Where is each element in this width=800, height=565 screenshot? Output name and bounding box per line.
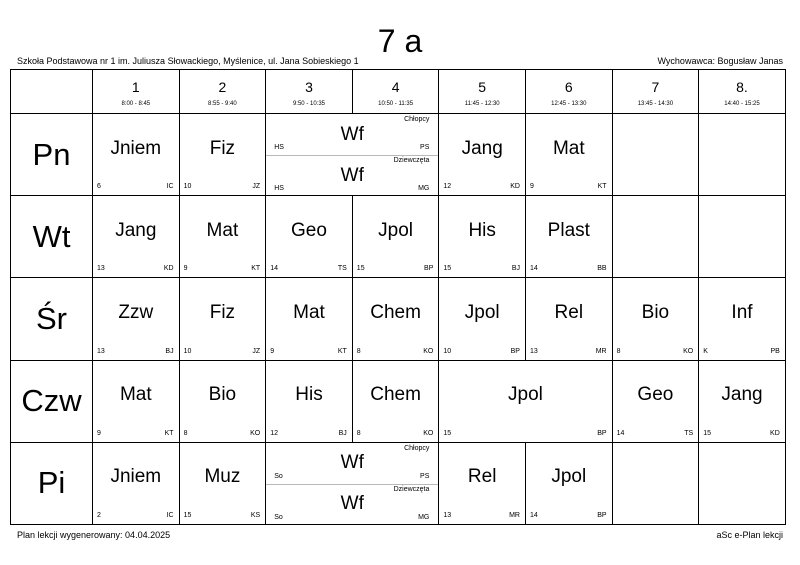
lesson-room: 15 — [356, 265, 365, 273]
group-lesson — [266, 155, 438, 196]
lesson-room: 8 — [356, 347, 361, 355]
lesson-subject: Jang — [461, 137, 503, 159]
empty-cell — [613, 196, 700, 278]
lesson-room: 9 — [183, 265, 188, 273]
lesson-cell — [93, 278, 180, 360]
lesson-room: 9 — [530, 183, 534, 191]
class-title: 7 a — [377, 23, 423, 59]
period-time: 9:50 - 10:35 — [292, 101, 325, 107]
period-header — [353, 69, 440, 114]
group-lesson — [266, 443, 438, 484]
lesson-teacher: MG — [418, 185, 430, 193]
lesson-teacher: KT — [597, 183, 607, 191]
lesson-teacher: BP — [597, 511, 607, 519]
lesson-subject: Muz — [204, 466, 241, 488]
lesson-cell — [439, 361, 612, 443]
lesson-room: 14 — [530, 265, 538, 273]
lesson-cell — [613, 361, 700, 443]
lesson-subject: Mat — [206, 219, 239, 241]
class-tutor: Wychowawca: Bogusław Janas — [657, 56, 783, 66]
lesson-cell — [526, 114, 613, 196]
lesson-subject: Jang — [115, 219, 157, 241]
software-credit: aSc e-Plan lekcji — [716, 530, 783, 540]
lesson-cell — [439, 114, 526, 196]
lesson-subject: Plast — [547, 219, 590, 241]
lesson-subject: Jpol — [464, 301, 500, 323]
lesson-teacher: MG — [418, 513, 430, 521]
lesson-cell — [526, 443, 613, 525]
lesson-subject: Zzw — [118, 301, 154, 323]
lesson-teacher: KO — [423, 347, 434, 355]
lesson-subject: Chem — [370, 301, 421, 323]
period-header — [613, 69, 700, 114]
period-header — [439, 69, 526, 114]
lesson-room: 14 — [530, 511, 538, 519]
lesson-subject: Wf — [340, 164, 364, 186]
lesson-room: 14 — [616, 429, 625, 437]
lesson-subject: Jniem — [110, 466, 162, 488]
lesson-teacher: MR — [509, 511, 520, 519]
lesson-room: 15 — [183, 511, 192, 519]
lesson-room: 9 — [270, 347, 275, 355]
day-label: Wt — [32, 218, 71, 254]
lesson-room: HS — [274, 185, 284, 193]
lesson-teacher: JZ — [252, 183, 261, 191]
lesson-subject: Rel — [554, 301, 584, 323]
lesson-subject: Jpol — [508, 384, 543, 406]
lesson-room: 13 — [530, 347, 538, 355]
lesson-cell — [439, 278, 526, 360]
lesson-subject: Wf — [340, 493, 364, 515]
lesson-teacher: KD — [163, 265, 174, 273]
group-name: Dziewczęta — [393, 485, 430, 493]
period-number: 6 — [564, 79, 573, 95]
lesson-cell — [439, 443, 526, 525]
lesson-room: 6 — [97, 183, 101, 191]
period-header — [266, 69, 353, 114]
day-label-cell — [10, 361, 93, 443]
lesson-cell — [266, 361, 353, 443]
lesson-room: 12 — [270, 429, 278, 437]
lesson-cell — [93, 443, 180, 525]
lesson-subject: Geo — [637, 384, 674, 406]
period-time: 12:45 - 13:30 — [551, 101, 587, 107]
period-number: 1 — [131, 79, 140, 95]
lesson-teacher: BP — [510, 347, 520, 355]
period-time: 8:00 - 8:45 — [121, 101, 151, 107]
day-label: Śr — [36, 300, 67, 336]
period-header — [699, 69, 786, 114]
lesson-teacher: PB — [770, 347, 780, 355]
lesson-room: 12 — [443, 183, 452, 191]
lesson-teacher: KT — [337, 347, 347, 355]
lesson-teacher: BJ — [338, 429, 347, 437]
group-name: Dziewczęta — [393, 157, 430, 165]
lesson-teacher: KD — [510, 183, 520, 191]
empty-cell — [699, 114, 786, 196]
lesson-cell — [93, 114, 180, 196]
lesson-room: 8 — [183, 429, 188, 437]
period-time: 11:45 - 12:30 — [464, 101, 500, 107]
lesson-teacher: TS — [684, 429, 694, 437]
lesson-teacher: KO — [683, 347, 694, 355]
lesson-cell — [353, 196, 440, 278]
lesson-room: 15 — [443, 265, 452, 273]
group-divider — [266, 484, 438, 485]
lesson-cell — [93, 361, 180, 443]
day-label-cell — [10, 196, 93, 278]
lesson-subject: Bio — [208, 384, 237, 406]
school-name: Szkoła Podstawowa nr 1 im. Juliusza Słowackiego, Myślenice, ul. Jana Sobieskiego 1 — [17, 56, 359, 66]
lesson-room: 13 — [97, 265, 105, 273]
lesson-teacher: BB — [597, 265, 607, 273]
lesson-cell — [439, 196, 526, 278]
lesson-room: 2 — [97, 511, 101, 519]
period-number: 5 — [478, 79, 487, 95]
lesson-subject: Mat — [293, 301, 325, 323]
generated-date: Plan lekcji wygenerowany: 04.04.2025 — [17, 530, 171, 540]
empty-cell — [613, 114, 700, 196]
group-name: Chłopcy — [404, 444, 430, 452]
empty-cell — [699, 443, 786, 525]
lesson-subject: Fiz — [209, 301, 236, 323]
lesson-cell — [353, 361, 440, 443]
period-time: 14:40 - 15:25 — [724, 101, 760, 107]
lesson-subject: Mat — [119, 384, 152, 406]
lesson-subject: His — [295, 384, 323, 406]
lesson-room: 15 — [703, 429, 711, 437]
lesson-cell — [93, 196, 180, 278]
lesson-teacher: KT — [164, 429, 174, 437]
day-label-cell — [10, 114, 93, 196]
lesson-cell — [526, 278, 613, 360]
period-header — [526, 69, 613, 114]
lesson-teacher: MR — [595, 347, 607, 355]
lesson-room: 10 — [183, 183, 192, 191]
lesson-room: 13 — [443, 511, 452, 519]
lesson-room: 15 — [443, 429, 452, 437]
lesson-subject: Jniem — [110, 137, 162, 159]
lesson-room: 8 — [356, 429, 361, 437]
period-number: 4 — [391, 79, 400, 95]
lesson-cell — [353, 278, 440, 360]
lesson-teacher: PS — [420, 472, 430, 480]
lesson-cell — [180, 196, 267, 278]
lesson-room: K — [703, 347, 708, 355]
lesson-subject: Wf — [340, 452, 364, 474]
lesson-subject: His — [468, 219, 496, 241]
lesson-room: So — [274, 472, 283, 480]
lesson-subject: Wf — [340, 123, 364, 145]
lesson-teacher: KO — [250, 429, 261, 437]
lesson-room: HS — [274, 144, 284, 152]
lesson-room: 10 — [443, 347, 452, 355]
day-label: Pi — [37, 465, 66, 501]
period-time: 8:55 - 9:40 — [208, 101, 237, 107]
header-corner — [10, 69, 93, 114]
lesson-teacher: PS — [420, 144, 430, 152]
period-time: 13:45 - 14:30 — [637, 101, 674, 107]
group-divider — [266, 155, 438, 156]
empty-cell — [699, 196, 786, 278]
period-header — [93, 69, 180, 114]
period-number: 3 — [305, 79, 313, 95]
lesson-teacher: BP — [424, 265, 434, 273]
lesson-cell — [266, 278, 353, 360]
day-label-cell — [10, 443, 93, 525]
split-lesson-cell — [266, 114, 439, 196]
lesson-teacher: JZ — [252, 347, 261, 355]
lesson-cell — [699, 278, 786, 360]
lesson-subject: Bio — [641, 301, 670, 323]
lesson-teacher: KO — [423, 429, 434, 437]
day-label-cell — [10, 278, 93, 360]
lesson-subject: Jpol — [551, 466, 587, 488]
day-label: Czw — [21, 383, 82, 419]
lesson-teacher: BJ — [165, 347, 174, 355]
lesson-cell — [526, 196, 613, 278]
period-time: 10:50 - 11:35 — [378, 101, 414, 107]
lesson-cell — [266, 196, 353, 278]
lesson-subject: Rel — [467, 466, 497, 488]
lesson-teacher: KT — [251, 265, 261, 273]
lesson-subject: Inf — [731, 301, 753, 323]
day-label: Pn — [32, 136, 71, 172]
lesson-room: 8 — [616, 347, 621, 355]
lesson-subject: Geo — [291, 219, 327, 241]
lesson-teacher: IC — [166, 511, 174, 519]
lesson-teacher: TS — [337, 265, 347, 273]
period-number: 2 — [218, 79, 227, 95]
lesson-teacher: IC — [166, 183, 174, 191]
split-lesson-cell — [266, 443, 439, 525]
period-number: 8. — [736, 79, 748, 95]
lesson-teacher: KS — [250, 511, 261, 519]
lesson-cell — [180, 278, 267, 360]
lesson-room: So — [274, 513, 283, 521]
lesson-subject: Chem — [370, 384, 421, 406]
lesson-cell — [180, 361, 267, 443]
lesson-subject: Jang — [721, 384, 763, 406]
lesson-teacher: KD — [770, 429, 780, 437]
lesson-teacher: BJ — [511, 265, 520, 273]
lesson-room: 14 — [270, 265, 278, 273]
period-number: 7 — [651, 79, 660, 95]
lesson-cell — [699, 361, 786, 443]
lesson-room: 9 — [97, 429, 101, 437]
lesson-subject: Jpol — [378, 219, 414, 241]
lesson-cell — [613, 278, 700, 360]
lesson-room: 13 — [97, 347, 105, 355]
lesson-cell — [180, 114, 267, 196]
lesson-teacher: BP — [597, 429, 607, 437]
empty-cell — [613, 443, 700, 525]
lesson-subject: Fiz — [209, 137, 236, 159]
lesson-subject: Mat — [552, 137, 585, 159]
group-lesson — [266, 484, 438, 525]
lesson-cell — [180, 443, 267, 525]
lesson-room: 10 — [183, 347, 192, 355]
period-header — [180, 69, 267, 114]
group-name: Chłopcy — [404, 116, 430, 123]
group-lesson — [266, 114, 438, 155]
